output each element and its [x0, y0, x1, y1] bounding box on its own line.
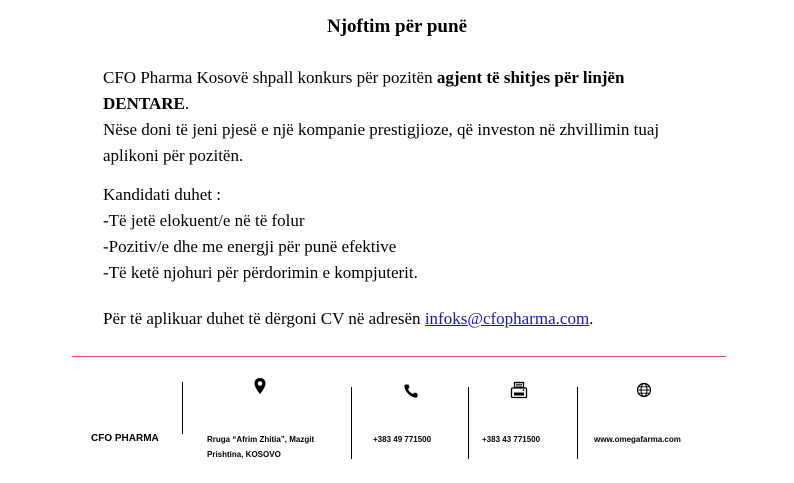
globe-icon	[636, 382, 652, 398]
email-link[interactable]: infoks@cfopharma.com	[424, 309, 590, 328]
footer-separator	[351, 387, 352, 459]
footer-separator	[182, 382, 183, 434]
footer-divider	[72, 356, 726, 357]
location-pin-icon	[253, 377, 267, 395]
footer-company: CFO PHARMA	[91, 433, 159, 444]
apply-period: .	[589, 309, 594, 328]
footer-address-line2: Prishtina, KOSOVO	[207, 450, 281, 459]
footer-address-line1: Rruga “Afrim Zhitia”, Mazgit	[207, 435, 315, 444]
requirement-item: -Pozitiv/e dhe me energji për punë efektive	[103, 237, 397, 256]
position-title: agjent të shitjes për linjën	[436, 68, 625, 87]
requirement-item: -Të ketë njohuri për përdorimin e kompjuterit.	[103, 263, 418, 282]
footer-website: www.omegafarma.com	[594, 435, 681, 444]
footer-phone: +383 49 771500	[373, 435, 432, 444]
invitation-line-1: Nëse doni të jeni pjesë e një kompanie prestigjioze, që investon në zhvillimin tuaj	[103, 120, 660, 139]
apply-text: Për të aplikuar duhet të dërgoni CV në adresën	[103, 309, 425, 328]
requirements-section	[103, 182, 743, 286]
requirements-heading: Kandidati duhet :	[103, 185, 222, 204]
invitation-line-2: aplikoni për pozitën.	[103, 146, 244, 165]
phone-icon	[403, 383, 419, 399]
apply-paragraph	[103, 306, 743, 332]
footer-separator	[577, 387, 578, 459]
footer-separator	[468, 387, 469, 459]
sentence-period: .	[184, 94, 190, 113]
announcement-paragraph	[103, 65, 743, 169]
announcement-text: CFO Pharma Kosovë shpall konkurs për pozitën	[103, 68, 437, 87]
requirement-item: -Të jetë elokuent/e në të folur	[103, 211, 305, 230]
position-line: DENTARE	[103, 94, 185, 113]
page-title: Njoftim për punë	[326, 16, 468, 37]
footer-fax: +383 43 771500	[482, 435, 541, 444]
fax-icon	[510, 381, 528, 399]
